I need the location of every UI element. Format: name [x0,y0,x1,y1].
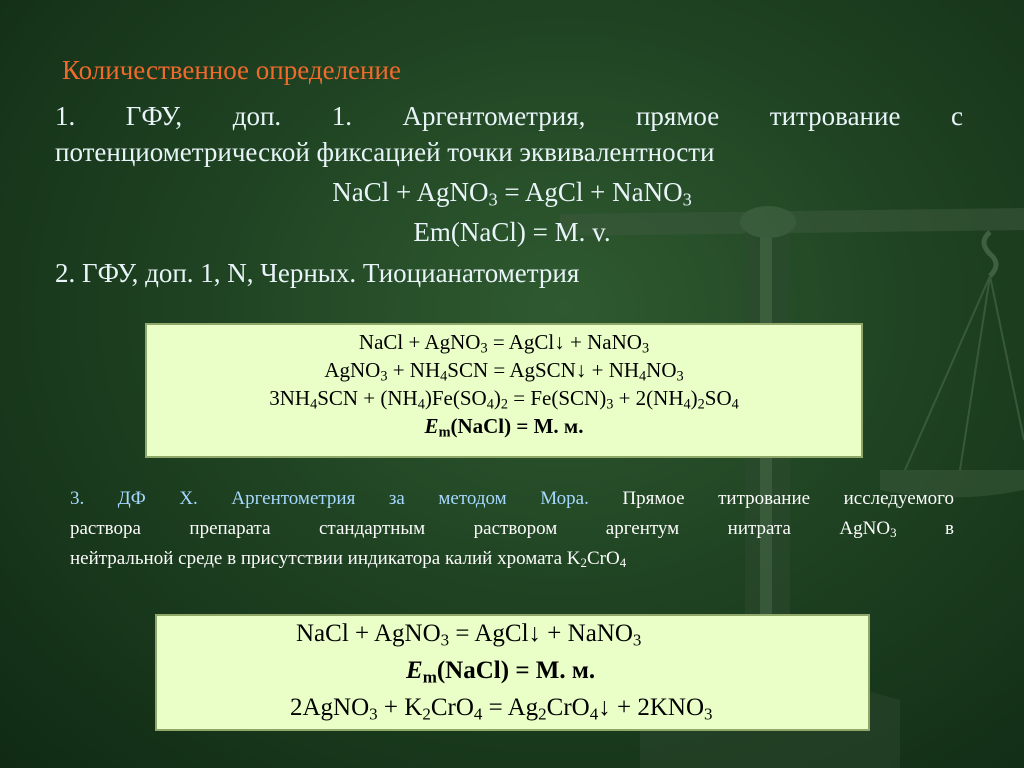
box2-equation-1: NaCl + AgNO$_3$ = AgCl↓ + NaNO$_3$ [296,620,642,650]
scale-string-mid [960,276,990,470]
section1-line2: потенциометрической фиксацией точки эквивалентности [55,137,715,167]
section1-line1: 1. ГФУ, доп. 1. Аргентометрия, прямое титрование с [55,101,963,131]
equation-argentometry: NaCl + AgNO$_3$ = AgCl + NaNO$_3$ [332,177,692,210]
section3-line1: 3. ДФ Х. Аргентометрия за методом Мора. Прямое титрование исследуемого [70,488,954,509]
box1-equation-2: AgNO$_3$ + $NH_4SCN$ = AgSCN↓ + $NH_4NO_3$ [324,358,684,385]
mohr-equations-box [155,614,870,731]
section3-line3: нейтральной среде в присутствии индикатора калий хромата $K_2CrO_4$ [70,548,627,571]
mohr-method-heading: 3. ДФ Х. Аргентометрия за методом Мора. [70,488,589,509]
equation-equivalent-mass: Em(NaCl) = M. v. [413,217,611,247]
box1-equation-3: $3NH_4SCN + (NH_4)Fe(SO_4)_2 = Fe(SCN)_3 + 2(NH_4)_2SO_4$ [269,386,739,413]
scale-string-right [990,276,1024,440]
box2-equivalent-mass: $E_m(NaCl) = M$. м. [406,657,596,687]
section3-line2: раствора препарата стандартным раствором аргентум нитрата AgNO$_3$ в [70,518,954,541]
box2-equation-2: 2AgNO$_3$ + $K_2CrO_4$ = $Ag_2CrO_4↓ + 2KNO_3$ [290,694,713,724]
section2-heading: 2. ГФУ, доп. 1, N, Черных. Тиоцианатометрия [55,258,580,288]
box1-equivalent-mass: $E_m(NaCl) = M$. м. [424,414,584,441]
scale-string-left [905,276,990,470]
box1-equation-1: NaCl + AgNO$_3$ = AgCl↓ + NaNO$_3$ [358,330,650,357]
page-title: Количественное определение [62,55,401,85]
thiocyanatometry-equations-box [145,323,863,458]
